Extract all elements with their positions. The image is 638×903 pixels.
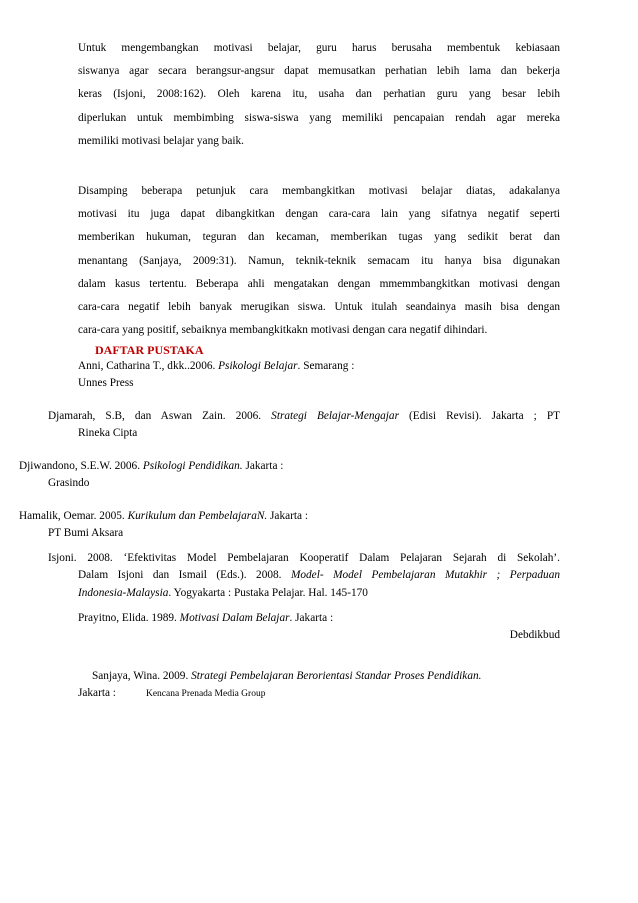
text-line: cara-cara negatif lebih banyak merugikan siswa. Untuk itulah seandainya masih bisa dengan — [78, 301, 560, 314]
reference-entry — [78, 358, 354, 393]
reference-text: . Semarang : — [297, 360, 355, 372]
reference-text: Hamalik, Oemar. 2005. — [19, 510, 128, 522]
text-line: dalam kasus tertentu. Beberapa ahli mengatakan dengan mmemmbangkitkan motivasi dengan — [78, 277, 560, 290]
text-line: memberikan hukuman, teguran dan kecaman, memberikan tugas yang sedikit berat dan — [78, 231, 560, 244]
text-line: Untuk mengembangkan motivasi belajar, guru harus berusaha membentuk kebiasaan — [78, 42, 560, 54]
text-line: memiliki motivasi belajar yang baik. — [78, 134, 244, 147]
reference-entry — [48, 550, 560, 602]
reference-text: Jakarta : — [78, 687, 116, 700]
reference-text: Jakarta : — [267, 510, 308, 522]
reference-text: Debdikbud — [509, 629, 560, 642]
reference-publisher: Kencana Prenada Media Group — [145, 689, 266, 700]
reference-text: Dalam Isjoni dan Ismail (Eds.). 2008. — [78, 569, 291, 582]
reference-entry — [78, 610, 560, 645]
body-paragraph-2 — [78, 180, 560, 342]
reference-entry — [19, 458, 283, 493]
reference-entry — [78, 668, 481, 704]
reference-text: Grasindo — [48, 477, 90, 490]
text-line: Disamping beberapa petunjuk cara membangkitkan motivasi belajar diatas, adakalanya — [78, 185, 560, 197]
reference-text: Isjoni. 2008. ‘Efektivitas Model Pembelajaran Kooperatif Dalam Pelajaran Sejarah di Sekolah’. — [48, 552, 560, 564]
reference-entry — [19, 508, 308, 543]
reference-title: Model- Model Pembelajaran Mutakhir ; Perpaduan — [290, 569, 560, 582]
reference-title: Kurikulum dan PembelajaraN. — [127, 510, 268, 522]
reference-title: Strategi Belajar-Mengajar — [271, 410, 399, 422]
reference-text: Sanjaya, Wina. 2009. — [92, 670, 192, 682]
text-line: diperlukan untuk membimbing siswa-siswa yang memiliki pencapaian rendah agar mereka — [78, 111, 560, 124]
reference-text: . Jakarta : — [289, 612, 334, 624]
reference-text: Anni, Catharina T., dkk..2006. — [78, 360, 219, 372]
text-line: siswanya agar secara berangsur-angsur dapat memusatkan perhatian lebih lama dan bekerja — [78, 65, 560, 78]
reference-title: Strategi Pembelajaran Berorientasi Standar Proses Pendidikan. — [191, 670, 482, 682]
reference-text: Djamarah, S.B, dan Aswan Zain. 2006. — [48, 410, 272, 422]
references-heading: DAFTAR PUSTAKA — [95, 343, 204, 357]
reference-text: Djiwandono, S.E.W. 2006. — [19, 460, 143, 472]
reference-text: Jakarta : — [242, 460, 284, 472]
reference-text: Prayitno, Elida. 1989. — [78, 612, 180, 624]
reference-text: (Edisi Revisi). Jakarta ; PT — [398, 410, 561, 422]
reference-title: Motivasi Dalam Belajar — [179, 612, 290, 624]
text-line: menantang (Sanjaya, 2009:31). Namun, teknik-teknik semacam itu hanya bisa digunakan — [78, 254, 560, 267]
text-line: cara-cara yang positif, sebaiknya membangkitkakn motivasi dengan cara negatif dihindari. — [78, 324, 488, 337]
reference-text: Rineka Cipta — [78, 427, 138, 440]
reference-text: Unnes Press — [78, 377, 134, 390]
reference-text: . Yogyakarta : Pustaka Pelajar. Hal. 145-170 — [168, 586, 368, 599]
reference-title: Psikologi Belajar — [218, 360, 298, 372]
text-line: keras (Isjoni, 2008:162). Oleh karena itu, usaha dan perhatian guru yang besar lebih — [78, 88, 560, 101]
reference-title: Indonesia-Malaysia — [78, 586, 169, 599]
reference-entry — [48, 408, 560, 443]
reference-text: PT Bumi Aksara — [48, 527, 124, 540]
text-line: motivasi itu juga dapat dibangkitkan dengan cara-cara lain yang sifatnya negatif seperti — [78, 208, 560, 221]
body-paragraph-1 — [78, 37, 560, 153]
reference-title: Psikologi Pendidikan. — [142, 460, 243, 472]
